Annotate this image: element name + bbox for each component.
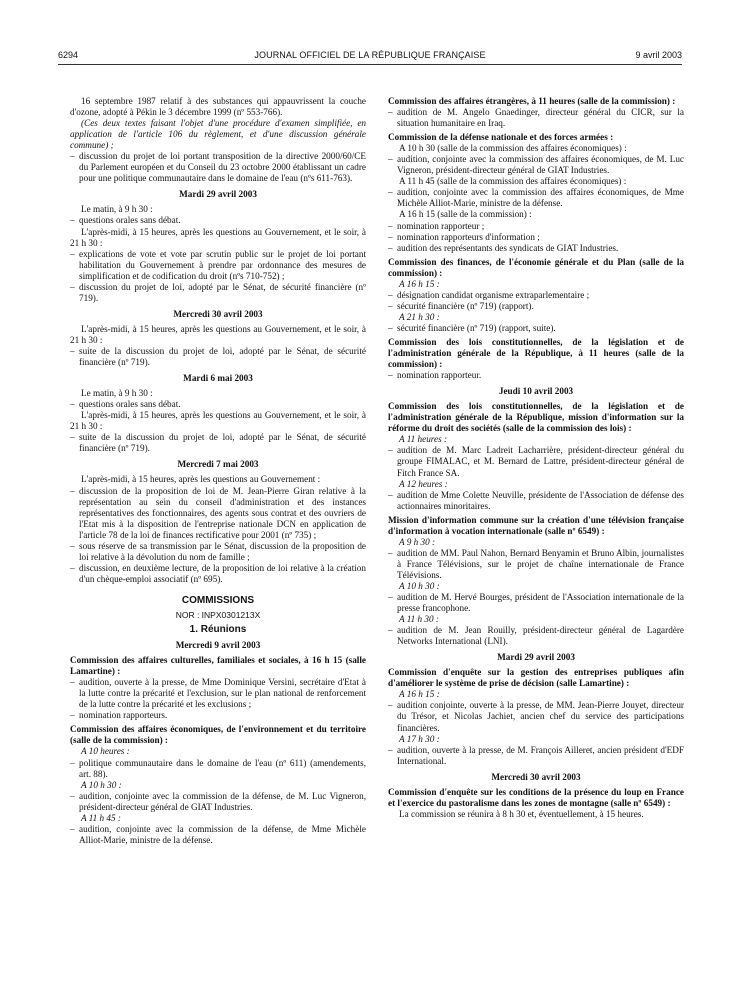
time-slot: A 10 h 30 (salle de la commission des affaires économiques) :: [399, 143, 627, 154]
paragraph: L'après-midi, à 15 heures, après les questions au Gouvernement, et le soir, à 21 h 30 :: [70, 410, 366, 432]
mission-title: Mission d'information commune sur la création d'une télévision française d'information à vocation internationale (salle nº 6549) :: [388, 514, 684, 536]
paragraph: Le matin, à 9 h 30 :: [81, 204, 153, 215]
time-slot: A 17 h 30 :: [399, 733, 440, 744]
date-heading: Mercredi 9 avril 2003: [175, 640, 261, 651]
date-heading: Mercredi 30 avril 2003: [173, 308, 263, 319]
paragraph: La commission se réunira à 8 h 30 et, éventuellement, à 15 heures.: [399, 808, 644, 819]
date-heading: Mercredi 7 mai 2003: [177, 459, 259, 470]
list-item: – audition de MM. Paul Nahon, Bernard Benyamin et Bruno Albin, journalistes à France Télévisions, sur le projet de chaîne internationale de France Télévisions.: [388, 547, 684, 580]
date-heading: Mercredi 30 avril 2003: [491, 771, 581, 782]
paragraph: 16 septembre 1987 relatif à des substances qui appauvrissent la couche d'ozone, adopté à Pékin le 3 décembre 1999 (nº 553-766).: [70, 96, 366, 118]
paragraph: Le matin, à 9 h 30 :: [81, 388, 153, 399]
time-slot: A 16 h 15 (salle de la commission) :: [399, 209, 532, 220]
list-item: – discussion de la proposition de loi de M. Jean-Pierre Giran relative à la représentation au sein du conseil d'administration et des instances représentatives des fonctionnaires, des agents sous contrat et des ouvriers de l'Etat mis à la disposition de l'entreprise nationale DCN en application de l'article 78 de la loi de finances rectificative pour 2001 (nº 735) ;: [70, 485, 366, 540]
date-heading: Jeudi 10 avril 2003: [498, 386, 574, 397]
commission-title: Commission des affaires économiques, de l'environnement et du territoire (salle de la commission) :: [70, 724, 366, 746]
commission-title: Commission d'enquête sur les conditions de la présence du loup en France et l'exercice du pastoralisme dans les zones de montagne (salle nº 6549) :: [388, 786, 684, 808]
list-item: – audition de M. Hervé Bourges, président de l'Association internationale de la presse francophone.: [388, 592, 684, 614]
list-item: – audition, conjointe avec la commission des affaires économiques, de M. Luc Vigneron, président-directeur général de GIAT Industries.: [388, 154, 684, 176]
list-item: – discussion, en deuxième lecture, de la proposition de loi relative à la création d'un chèque-emploi associatif (nº 695).: [70, 562, 366, 584]
paragraph: L'après-midi, à 15 heures, après les questions au Gouvernement :: [81, 474, 321, 485]
list-item: – audition de M. Jean Rouilly, président-directeur général de Lagardère Networks International (LNI).: [388, 625, 684, 647]
list-item: – explications de vote et vote par scrutin public sur le projet de loi portant habilitation du Gouvernement à prendre par ordonnance des mesures de simplification et de codification du droit (nºs 710-752) ;: [70, 248, 366, 281]
list-item: – discussion du projet de loi, adopté par le Sénat, de sécurité financière (nº 719).: [70, 281, 366, 303]
time-slot: A 21 h 30 :: [399, 311, 440, 322]
commission-title: Commission des affaires étrangères, à 11 heures (salle de la commission) :: [388, 96, 676, 106]
list-item: – sous réserve de sa transmission par le Sénat, discussion de la proposition de loi relative à la dévolution du nom de famille ;: [70, 540, 366, 562]
time-slot: A 11 h 30 :: [399, 614, 439, 625]
list-item: – audition, conjointe avec la commission de la défense, de Mme Michèle Alliot-Marie, ministre de la défense.: [70, 823, 366, 845]
commission-title: Commission d'enquête sur la gestion des entreprises publiques afin d'améliorer le système de prise de décision (salle Lamartine) :: [388, 667, 684, 689]
list-item: – audition de M. Angelo Gnaedinger, directeur général du CICR, sur la situation humanitaire en Iraq.: [388, 107, 684, 129]
date-heading: Mardi 29 avril 2003: [497, 652, 575, 663]
time-slot: A 11 h 45 :: [81, 812, 121, 823]
list-item: – audition, ouverte à la presse, de M. François Ailleret, ancien président d'EDF International.: [388, 744, 684, 766]
paragraph: (Ces deux textes faisant l'objet d'une procédure d'examen simplifiée, en application de l'article 106 du règlement, et d'une discussion générale commune) ;: [70, 118, 366, 151]
list-item: – suite de la discussion du projet de loi, adopté par le Sénat, de sécurité financière (nº 719).: [70, 432, 366, 454]
commission-title: Commission des lois constitutionnelles, de la législation et de l'administration générale de la République, mission d'information sur la réforme du droit des sociétés (salle de la commission des lois) :: [388, 401, 684, 434]
list-item: – audition conjointe, ouverte à la presse, de MM. Jean-Pierre Jouyet, directeur du Trésor, et Nicolas Jachiet, ancien chef du service des participations financières.: [388, 700, 684, 733]
list-item: – nomination rapporteurs d'information ;: [388, 231, 540, 242]
page-header: [58, 50, 682, 64]
list-item: – sécurité financière (nº 719) (rapport, suite).: [388, 322, 556, 333]
list-item: – nomination rapporteur.: [388, 370, 482, 381]
time-slot: A 12 heures :: [399, 478, 448, 489]
list-item: – désignation candidat organisme extraparlementaire ;: [388, 289, 590, 300]
list-item: – questions orales sans débat.: [70, 399, 181, 410]
list-item: – suite de la discussion du projet de loi, adopté par le Sénat, de sécurité financière (nº 719).: [70, 345, 366, 368]
list-item: – audition, ouverte à la presse, de Mme Dominique Versini, secrétaire d'Etat à la lutte contre la précarité et l'exclusion, sur le plan national de renforcement de la lutte contre la précarité et les exclusions ;: [70, 677, 366, 710]
left-column: [70, 96, 366, 846]
list-item: – audition, conjointe avec la commission de la défense, de M. Luc Vigneron, président-directeur général de GIAT Industries.: [70, 790, 366, 812]
list-item: – nomination rapporteur ;: [388, 220, 485, 231]
commission-title: Commission des lois constitutionnelles, de la législation et de l'administration générale de la République, à 11 heures (salle de la commission) :: [388, 336, 684, 370]
journal-title: JOURNAL OFFICIEL DE LA RÉPUBLIQUE FRANÇAISE: [254, 50, 486, 60]
paragraph: L'après-midi, à 15 heures, après les questions au Gouvernement, et le soir, à 21 h 30 :: [70, 226, 366, 248]
commission-title: Commission de la défense nationale et des forces armées :: [388, 132, 614, 143]
right-column: [388, 96, 684, 820]
section-title: COMMISSIONS: [181, 594, 255, 606]
time-slot: A 16 h 15 :: [399, 278, 440, 289]
list-item: – questions orales sans débat.: [70, 215, 181, 226]
date-heading: Mardi 6 mai 2003: [183, 373, 253, 384]
list-item: – audition, conjointe avec la commission des affaires économiques, de Mme Michèle Alliot-Marie, ministre de la défense.: [388, 187, 684, 209]
list-item: – politique communautaire dans le domaine de l'eau (nº 611) (amendements, art. 88).: [70, 757, 366, 779]
list-item: – audition de M. Marc Ladreit Lacharrière, président-directeur général du groupe FIMALAC, et M. Bernard de Lattre, président-directeur général de Fitch France SA.: [388, 445, 684, 478]
subsection-title: 1. Réunions: [189, 624, 247, 636]
time-slot: A 11 heures :: [399, 434, 448, 445]
header-rule: [58, 64, 682, 65]
paragraph: L'après-midi, à 15 heures, après les questions au Gouvernement, et le soir, à 21 h 30 :: [70, 323, 366, 345]
list-item: – nomination rapporteurs.: [70, 710, 168, 721]
commission-title: Commission des finances, de l'économie générale et du Plan (salle de la commission) :: [388, 256, 684, 278]
list-item: – audition de Mme Colette Neuville, présidente de l'Association de défense des actionnaires minoritaires.: [388, 489, 684, 511]
issue-date: 9 avril 2003: [635, 50, 682, 60]
time-slot: A 10 heures :: [81, 746, 130, 757]
list-item: – sécurité financière (nº 719) (rapport).: [388, 300, 534, 311]
list-item: – discussion du projet de loi portant transposition de la directive 2000/60/CE du Parlement européen et du Conseil du 23 octobre 2000 établissant un cadre pour une politique communautaire dans le domaine de l'eau (nºs 611-763).: [70, 151, 366, 184]
time-slot: A 9 h 30 :: [399, 536, 436, 547]
time-slot: A 16 h 15 :: [399, 689, 440, 700]
page-number: 6294: [58, 50, 79, 60]
time-slot: A 11 h 45 (salle de la commission des affaires économiques) :: [399, 176, 627, 187]
time-slot: A 10 h 30 :: [399, 580, 440, 591]
commission-title: Commission des affaires culturelles, familiales et sociales, à 16 h 15 (salle Lamartine) :: [70, 655, 366, 677]
list-item: – audition des représentants des syndicats de GIAT Industries.: [388, 242, 619, 253]
nor-reference: NOR : INPX0301213X: [175, 609, 261, 620]
date-heading: Mardi 29 avril 2003: [179, 189, 257, 200]
time-slot: A 10 h 30 :: [81, 779, 122, 790]
